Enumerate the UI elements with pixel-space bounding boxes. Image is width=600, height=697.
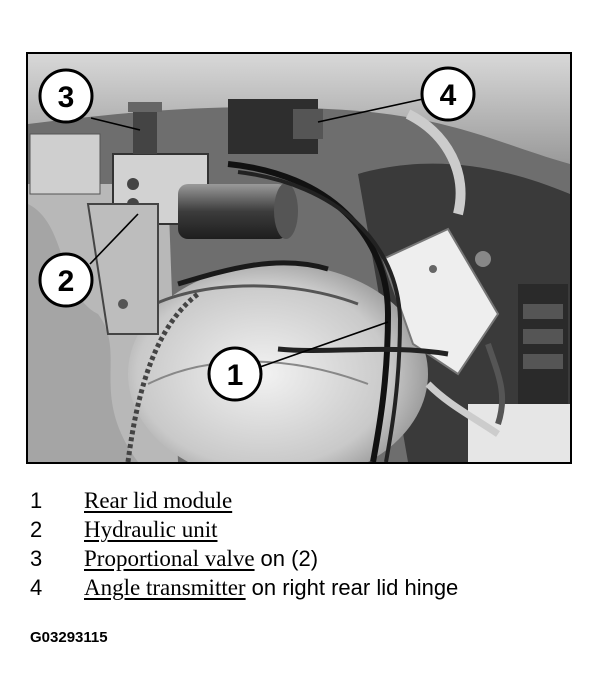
legend [30,488,590,604]
svg-text:4: 4 [439,79,457,112]
legend-term-link[interactable]: Rear lid module [84,488,233,513]
legend-suffix: on right rear lid hinge [251,575,459,600]
legend-number: 2 [30,517,43,542]
legend-number: 3 [30,546,43,571]
callout-3 [40,70,92,122]
legend-term-link[interactable]: Hydraulic unit [84,517,218,542]
svg-text:1: 1 [226,359,244,392]
legend-term-link[interactable]: Angle transmitter [84,575,246,600]
legend-number: 1 [30,488,43,513]
legend-number: 4 [30,575,43,600]
legend-row-1 [30,488,590,517]
legend-row-2 [30,517,590,546]
svg-text:3: 3 [57,81,75,114]
legend-suffix: on (2) [260,546,319,571]
trunk-compartment-illustration [28,54,570,462]
callout-4 [422,68,474,120]
callout-1 [209,348,261,400]
legend-term-link[interactable]: Proportional valve [84,546,255,571]
legend-row-3 [30,546,590,575]
legend-row-4 [30,575,590,604]
callout-2 [40,254,92,306]
component-photo [26,52,572,464]
figure-id: G03293115 [30,629,108,646]
svg-text:2: 2 [57,265,75,298]
